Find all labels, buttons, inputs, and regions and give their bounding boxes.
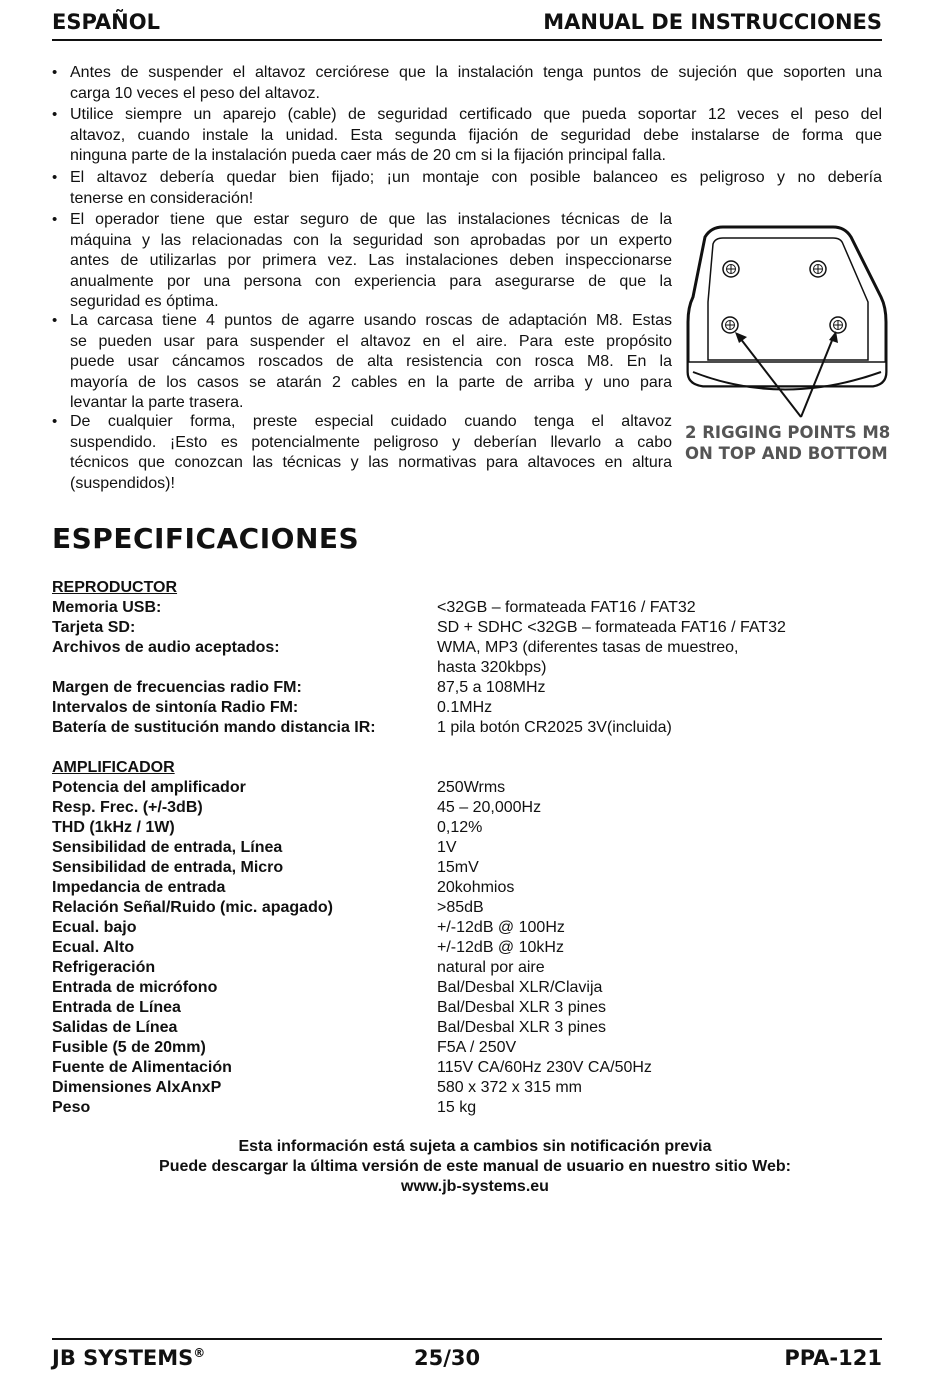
spec-label: Fusible (5 de 20mm) xyxy=(52,1039,206,1056)
bullet-line: técnicos que conozcan las técnicas y las normativas para altavoces en altura xyxy=(70,454,672,471)
spec-label: Dimensiones AlxAnxP xyxy=(52,1079,222,1096)
spec-label: Resp. Frec. (+/-3dB) xyxy=(52,799,203,816)
spec-value: Bal/Desbal XLR 3 pines xyxy=(437,999,606,1016)
header-title: MANUAL DE INSTRUCCIONES xyxy=(543,10,882,34)
bullet-line: carga 10 veces el peso del altavoz. xyxy=(70,84,320,102)
bullet-line: puede usar cáncamos roscados de alta resistencia con rosca M8. En la xyxy=(70,353,672,370)
bullet-text xyxy=(70,210,672,313)
bullet-line: suspendido. ¡Esto es potencialmente peligroso y deberían llevarlo a cabo xyxy=(70,433,672,451)
rigging-point-icon xyxy=(830,317,846,333)
spec-value: 87,5 a 108MHz xyxy=(437,679,546,696)
rigging-point-icon xyxy=(810,261,826,277)
spec-value: 115V CA/60Hz 230V CA/50Hz xyxy=(437,1059,652,1076)
speaker-cabinet-illustration xyxy=(683,222,888,422)
bullet-dot: • xyxy=(52,169,58,186)
footer-brand xyxy=(52,1346,205,1370)
rigging-point-icon xyxy=(723,261,739,277)
spec-value: Bal/Desbal XLR/Clavija xyxy=(437,979,603,996)
spec-label: Salidas de Línea xyxy=(52,1019,178,1036)
section-title-specifications: ESPECIFICACIONES xyxy=(52,522,360,555)
spec-value: 15mV xyxy=(437,859,479,876)
page-footer xyxy=(52,1338,882,1374)
bullet-dot: • xyxy=(52,211,58,228)
spec-value: +/-12dB @ 100Hz xyxy=(437,919,565,936)
bullet-dot: • xyxy=(52,312,58,329)
spec-value: 250Wrms xyxy=(437,779,506,796)
registered-mark: ® xyxy=(193,1346,206,1360)
bullet-line: De cualquier forma, preste especial cuidado cuando tenga el altavoz xyxy=(70,413,672,430)
spec-label: Impedancia de entrada xyxy=(52,879,226,896)
update-notice xyxy=(52,1137,898,1197)
bullet-dot: • xyxy=(52,413,58,430)
bullet-line: La carcasa tiene 4 puntos de agarre usando roscas de adaptación M8. Estas xyxy=(70,312,672,329)
bullet-line: Antes de suspender el altavoz cerciórese que la instalación tenga puntos de sujeción que soporten una xyxy=(70,64,882,81)
notice-line: Esta información está sujeta a cambios sin notificación previa xyxy=(238,1138,712,1155)
rigging-point-icon xyxy=(722,317,738,333)
bullet-line: anualmente por una persona con experiencia para asegurarse de que la xyxy=(70,272,672,290)
spec-value: hasta 320kbps) xyxy=(437,659,547,676)
spec-value: natural por aire xyxy=(437,959,545,976)
bullet-line: (suspendidos)! xyxy=(70,474,175,492)
page-number: 25/30 xyxy=(414,1346,481,1370)
spec-label: Sensibilidad de entrada, Línea xyxy=(52,839,283,856)
bullet-text xyxy=(70,63,882,104)
spec-value: >85dB xyxy=(437,899,484,916)
bullet-line: se pueden usar para suspender el altavoz en el aire. Para este propósito xyxy=(70,332,672,350)
spec-label: Potencia del amplificador xyxy=(52,779,246,796)
website-link[interactable]: www.jb-systems.eu xyxy=(401,1178,549,1195)
bullet-line: mayoría de los casos se atarán 2 cables en la parte de arriba y uno para xyxy=(70,373,672,391)
spec-value: <32GB – formateada FAT16 / FAT32 xyxy=(437,599,696,616)
spec-label: Batería de sustitución mando distancia IR: xyxy=(52,719,376,736)
spec-value: 580 x 372 x 315 mm xyxy=(437,1079,582,1096)
bullet-line: Utilice siempre un aparejo (cable) de seguridad certificado que pueda soportar 12 veces el peso del xyxy=(70,106,882,123)
spec-value: 0,12% xyxy=(437,819,483,836)
spec-value: SD + SDHC <32GB – formateada FAT16 / FAT32 xyxy=(437,619,786,636)
bullet-text xyxy=(70,311,672,414)
subsection-title-amplificador: AMPLIFICADOR xyxy=(52,759,175,776)
bullet-text xyxy=(70,412,672,494)
rigging-points-figure xyxy=(683,222,891,467)
bullet-line: tenerse en consideración! xyxy=(70,189,254,207)
spec-value: F5A / 250V xyxy=(437,1039,517,1056)
spec-value: 45 – 20,000Hz xyxy=(437,799,542,816)
spec-value: 0.1MHz xyxy=(437,699,493,716)
bullet-line: altavoz, cuando instale la unidad. Esta segunda fijación de seguridad debe instalarse de forma que xyxy=(70,126,882,144)
notice-line: Puede descargar la última versión de este manual de usuario en nuestro sitio Web: xyxy=(159,1158,791,1175)
bullet-dot: • xyxy=(52,106,58,123)
spec-value: WMA, MP3 (diferentes tasas de muestreo, xyxy=(437,639,739,656)
spec-label: Entrada de Línea xyxy=(52,999,181,1016)
bullet-line: levantar la parte trasera. xyxy=(70,394,244,411)
page-header xyxy=(52,10,882,41)
spec-label: Tarjeta SD: xyxy=(52,619,136,636)
bullet-line: antes de utilizarlas por primera vez. Las instalaciones deben inspeccionarse xyxy=(70,252,672,269)
spec-label: Entrada de micrófono xyxy=(52,979,218,996)
header-language: ESPAÑOL xyxy=(52,10,160,34)
figure-caption-line: ON TOP AND BOTTOM xyxy=(685,444,888,463)
bullet-text xyxy=(70,168,882,209)
spec-label: Memoria USB: xyxy=(52,599,162,616)
spec-label: Refrigeración xyxy=(52,959,156,976)
spec-label: Ecual. bajo xyxy=(52,919,137,936)
spec-value: 1 pila botón CR2025 3V(incluida) xyxy=(437,719,672,736)
brand-name: JB SYSTEMS xyxy=(52,1346,194,1370)
bullet-line: máquina y las relacionadas con la seguridad son aprobadas por un experto xyxy=(70,231,672,249)
bullet-line: El altavoz debería quedar bien fijado; ¡un montaje con posible balanceo es peligroso y no debería xyxy=(70,169,882,186)
spec-label: Sensibilidad de entrada, Micro xyxy=(52,859,284,876)
bullet-line: El operador tiene que estar seguro de que las instalaciones técnicas de la xyxy=(70,211,672,228)
bullet-text xyxy=(70,105,882,167)
spec-label: THD (1kHz / 1W) xyxy=(52,819,175,836)
spec-label: Relación Señal/Ruido (mic. apagado) xyxy=(52,899,333,916)
bullet-dot: • xyxy=(52,64,58,81)
spec-value: +/-12dB @ 10kHz xyxy=(437,939,564,956)
model-number: PPA-121 xyxy=(784,1346,882,1370)
spec-label: Peso xyxy=(52,1099,91,1116)
spec-value: Bal/Desbal XLR 3 pines xyxy=(437,1019,606,1036)
spec-value: 20kohmios xyxy=(437,879,515,896)
bullet-line: seguridad es óptima. xyxy=(70,293,219,310)
spec-label: Archivos de audio aceptados: xyxy=(52,639,280,656)
spec-value: 15 kg xyxy=(437,1099,477,1116)
subsection-title-reproductor: REPRODUCTOR xyxy=(52,579,178,596)
spec-label: Intervalos de sintonía Radio FM: xyxy=(52,699,299,716)
figure-caption-line: 2 RIGGING POINTS M8 xyxy=(685,423,891,442)
spec-label: Margen de frecuencias radio FM: xyxy=(52,679,302,696)
figure-caption xyxy=(685,422,890,464)
bullet-line: ninguna parte de la instalación pueda caer más de 20 cm si la fijación principal falla. xyxy=(70,147,666,164)
spec-label: Ecual. Alto xyxy=(52,939,135,956)
spec-label: Fuente de Alimentación xyxy=(52,1059,232,1076)
spec-value: 1V xyxy=(437,839,457,856)
